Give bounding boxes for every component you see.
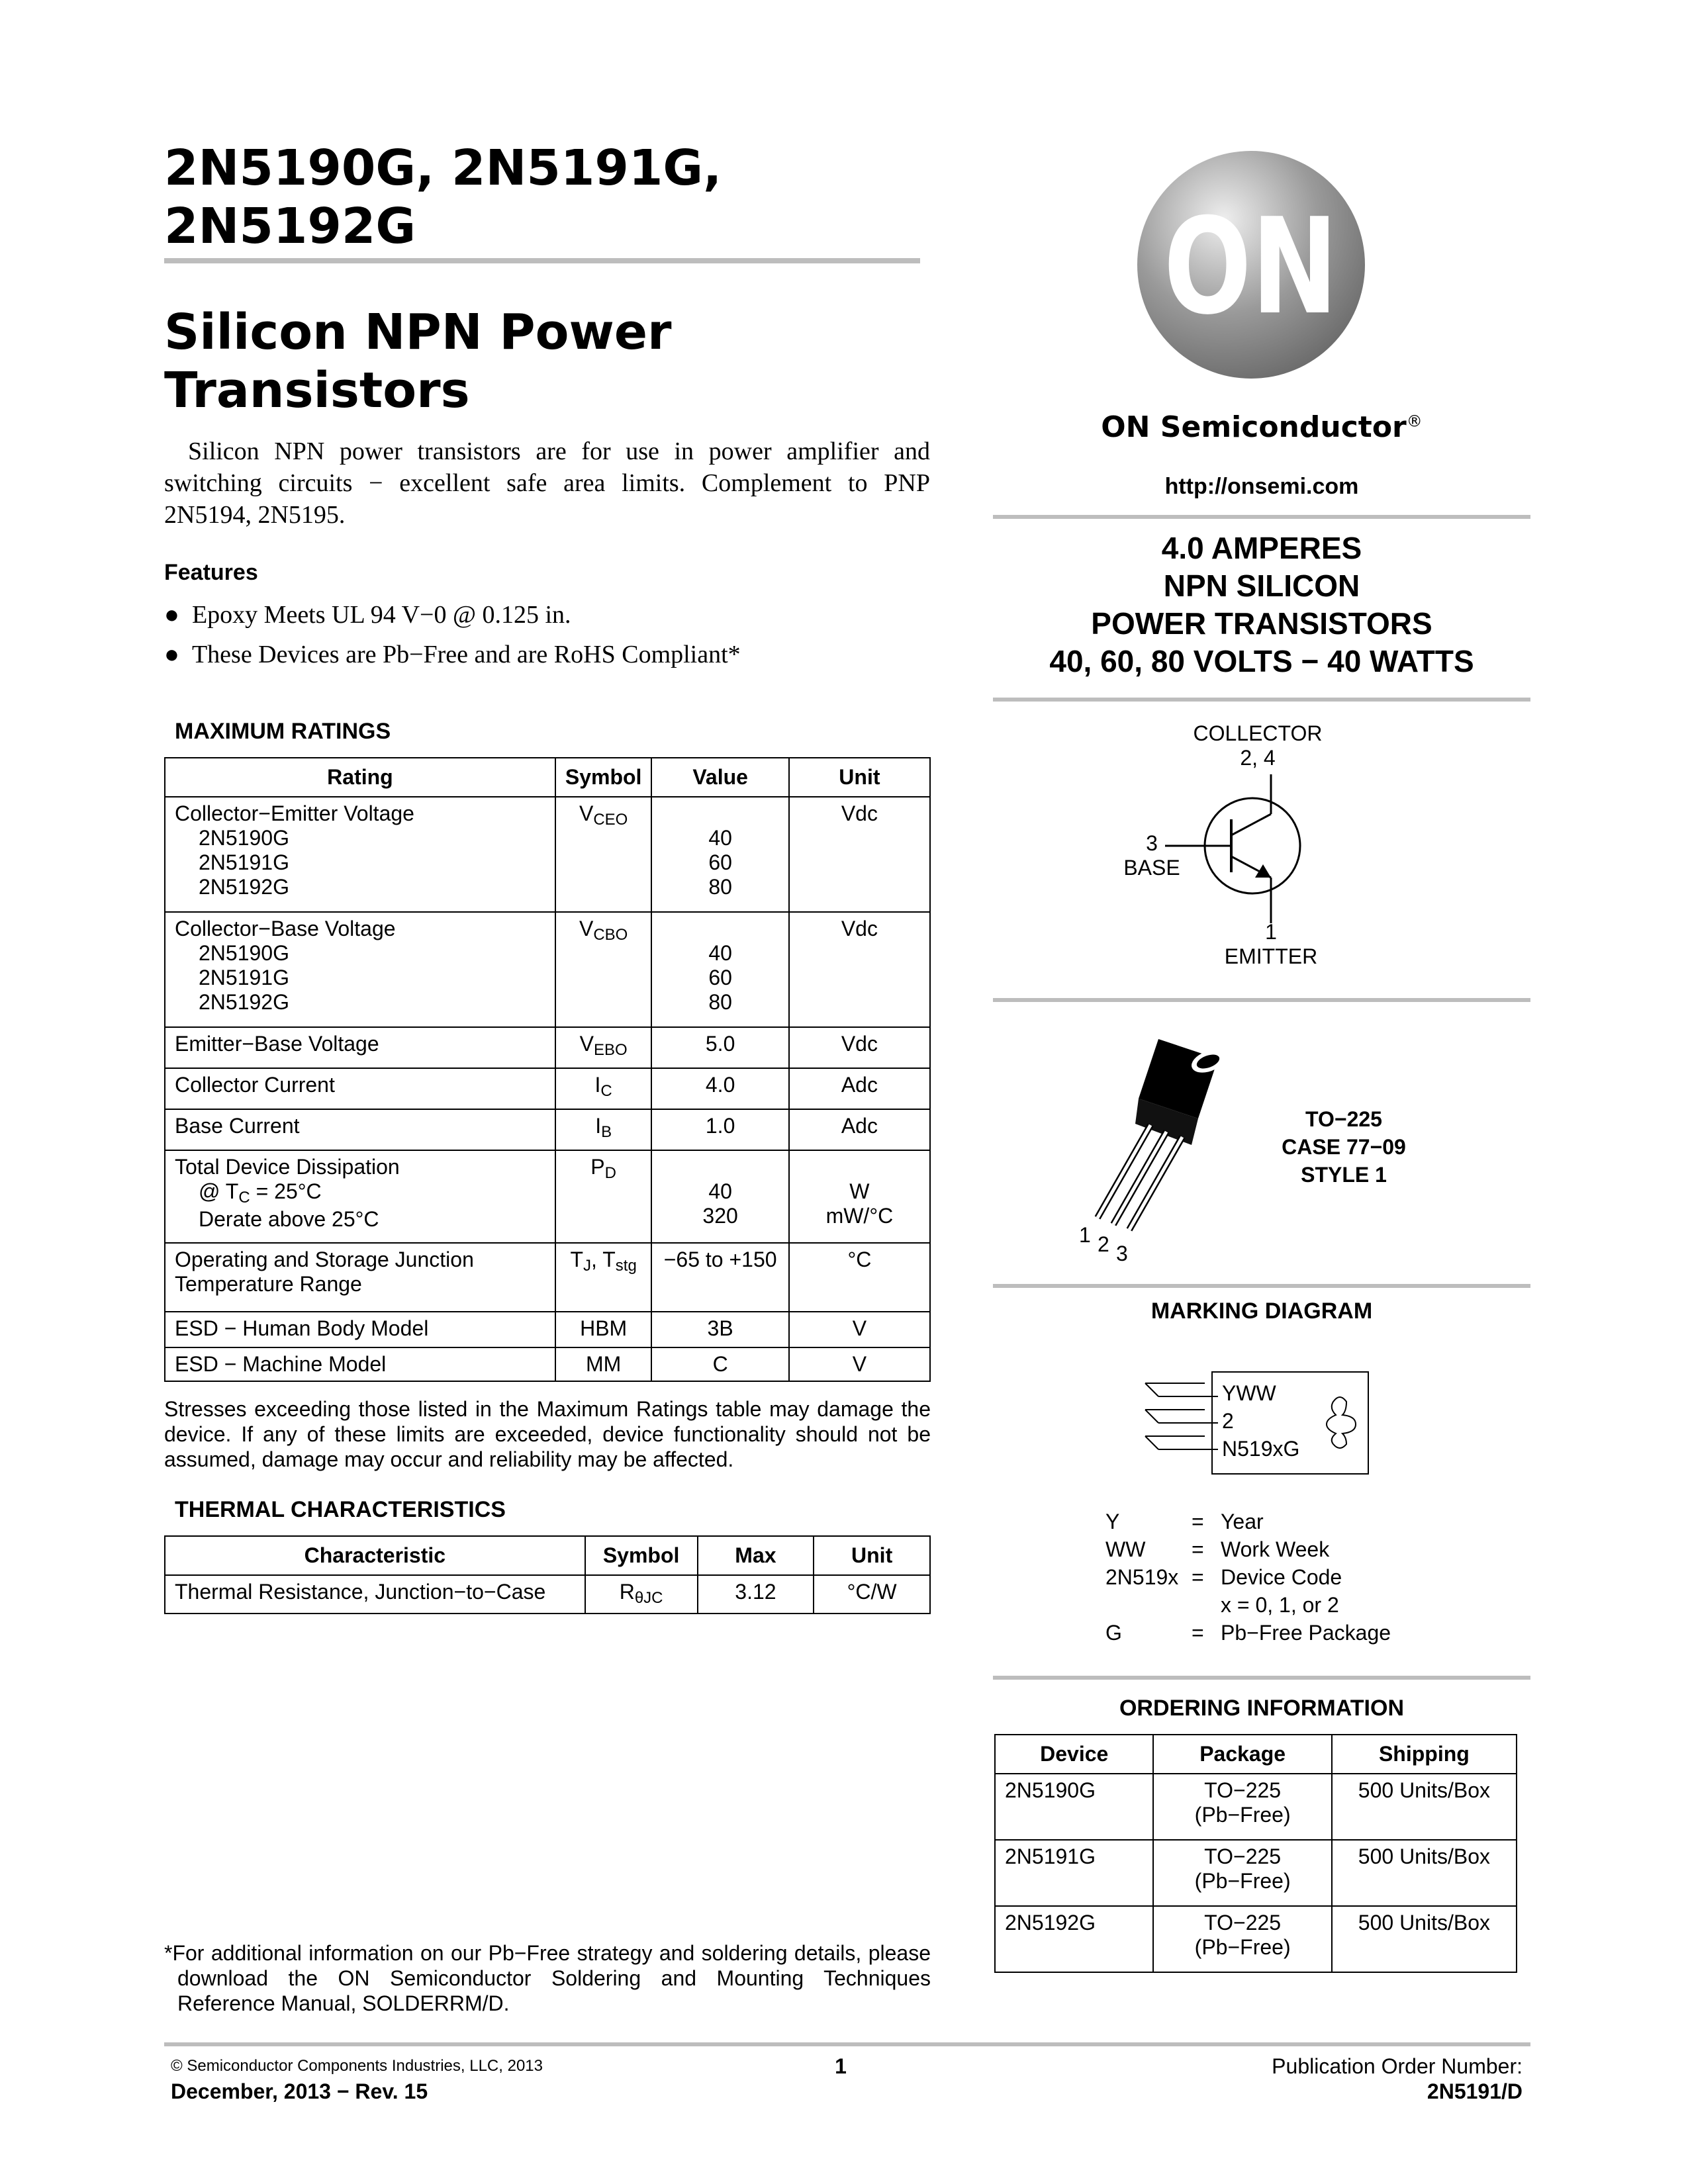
table-row: Emitter−Base Voltage $V_{EBO}$ 5.0 Vdc xyxy=(165,1027,930,1068)
copyright: © Semiconductor Components Industries, LLC, 2013 xyxy=(171,2057,543,2075)
legend-row: x = 0, 1, or 2 xyxy=(1221,1593,1339,1617)
revision-date: December, 2013 − Rev. 15 xyxy=(171,2079,428,2103)
emitter-label: 1 EMITTER xyxy=(1224,920,1318,968)
feature-item: ● Epoxy Meets UL 94 V−0 @ 0.125 in. xyxy=(164,601,571,629)
website-link[interactable]: http://onsemi.com xyxy=(1164,474,1359,499)
footer-divider xyxy=(164,2042,1530,2046)
legend-row: WW = Work Week xyxy=(1105,1537,1330,1561)
table-row: ESD − Human Body Model HBM 3B V xyxy=(165,1312,930,1347)
npn-transistor-symbol xyxy=(1165,774,1311,927)
title-line-1: 2N5190G, 2N5191G, xyxy=(164,140,722,197)
tab-hole-icon xyxy=(1320,1392,1364,1452)
marking-legend xyxy=(1105,1508,1391,1647)
features-heading: Features xyxy=(164,560,258,585)
table-row: Collector−Base Voltage 2N5190G 2N5191G 2N5192G $V_{CBO}$ 40 60 80 Vdc xyxy=(165,912,930,1027)
table-row: ESD − Machine Model MM C V xyxy=(165,1347,930,1381)
col-header: Value xyxy=(651,758,788,797)
thermal-table xyxy=(164,1535,931,1614)
pin-label: 1 xyxy=(1079,1223,1091,1247)
divider xyxy=(993,998,1530,1002)
divider xyxy=(993,1676,1530,1680)
stress-note: Stresses exceeding those listed in the Maximum Ratings table may damage the device. If any of these limits are exceeded, device functionality should not be assumed, damage may occur and reliability may be affected. xyxy=(164,1397,931,1471)
table-row: 2N5191G TO−225 (Pb−Free) 500 Units/Box xyxy=(995,1840,1517,1906)
divider xyxy=(993,1284,1530,1288)
collector-label: COLLECTOR 2, 4 xyxy=(1193,721,1323,770)
brand-name: ON Semiconductor® xyxy=(1101,410,1423,444)
title-divider xyxy=(164,258,920,263)
package-name: TO−225 CASE 77−09 STYLE 1 xyxy=(1282,1107,1406,1187)
marking-line: 2 xyxy=(1222,1409,1234,1433)
table-row: 2N5192G TO−225 (Pb−Free) 500 Units/Box xyxy=(995,1906,1517,1972)
legend-row: Y = Year xyxy=(1105,1510,1264,1533)
divider xyxy=(993,515,1530,519)
marking-heading: MARKING DIAGRAM xyxy=(1150,1298,1373,1324)
pin-label: 3 xyxy=(1116,1242,1128,1265)
legend-row: 2N519x = Device Code xyxy=(1105,1565,1342,1589)
ordering-heading: ORDERING INFORMATION xyxy=(1119,1696,1404,1721)
subtitle-line-2: Transistors xyxy=(164,362,470,419)
publication-label: Publication Order Number: xyxy=(1272,2054,1523,2078)
table-header-row xyxy=(165,758,930,797)
table-row: Thermal Resistance, Junction−to−Case $R_{\theta JC}$ 3.12 °C/W xyxy=(165,1575,930,1614)
rating-name: Collector−Base Voltage xyxy=(175,917,396,940)
pin-label: 2 xyxy=(1098,1232,1109,1256)
table-row: Collector Current $I_C$ 4.0 Adc xyxy=(165,1068,930,1109)
page-subtitle xyxy=(164,303,672,420)
base-label: 3 BASE xyxy=(1123,831,1180,880)
marking-line: N519xG xyxy=(1222,1437,1300,1461)
table-row: Base Current $I_B$ 1.0 Adc xyxy=(165,1109,930,1150)
ordering-table xyxy=(994,1734,1517,1973)
table-row: Operating and Storage Junction Temperature Range $T_J$, $T_{stg}$ −65 to +150 °C xyxy=(165,1243,930,1312)
logo-text: ON xyxy=(1163,191,1338,344)
marking-box xyxy=(1211,1371,1369,1475)
table-header-row: Device Package Shipping xyxy=(995,1735,1517,1774)
rating-name: Collector−Emitter Voltage xyxy=(175,801,414,825)
table-row: Total Device Dissipation @ $T_C = 25^\circ C$ Derate above 25°C $P_D$ 40 320 W mW/°C xyxy=(165,1150,930,1243)
part-number-title xyxy=(164,139,722,255)
publication-number: 2N5191/D xyxy=(1427,2079,1523,2103)
product-summary: 4.0 AMPERES NPN SILICON POWER TRANSISTORS 40, 60, 80 VOLTS − 40 WATTS xyxy=(1049,531,1474,678)
table-header-row: Characteristic Symbol Max Unit xyxy=(165,1536,930,1575)
intro-paragraph: Silicon NPN power transistors are for use in power amplifier and switching circuits − excellent safe area limits. Complement to PNP 2N5194, 2N5195. xyxy=(164,437,930,529)
thermal-heading: THERMAL CHARACTERISTICS xyxy=(175,1497,506,1522)
divider xyxy=(993,698,1530,702)
page-number: 1 xyxy=(835,2054,847,2078)
max-ratings-heading: MAXIMUM RATINGS xyxy=(175,719,391,744)
features-list xyxy=(164,600,741,670)
col-header: Unit xyxy=(789,758,930,797)
col-header: Rating xyxy=(165,758,555,797)
feature-item: ● These Devices are Pb−Free and are RoHS Compliant* xyxy=(164,641,741,668)
on-logo xyxy=(1125,139,1377,390)
legend-row: G = Pb−Free Package xyxy=(1105,1621,1391,1645)
col-header: Symbol xyxy=(555,758,652,797)
footnote: *For additional information on our Pb−Free strategy and soldering details, please download the ON Semiconductor Soldering and Mounting Techniques Reference Manual, SOLDERRM/D. xyxy=(164,1941,931,2015)
max-ratings-table xyxy=(164,757,931,1382)
table-row: Collector−Emitter Voltage 2N5190G 2N5191G 2N5192G $V_{CEO}$ 40 60 80 Vdc xyxy=(165,797,930,912)
marking-line: YWW xyxy=(1222,1381,1276,1405)
title-line-2: 2N5192G xyxy=(164,198,416,255)
subtitle-line-1: Silicon NPN Power xyxy=(164,304,672,361)
table-row: 2N5190G TO−225 (Pb−Free) 500 Units/Box xyxy=(995,1774,1517,1840)
